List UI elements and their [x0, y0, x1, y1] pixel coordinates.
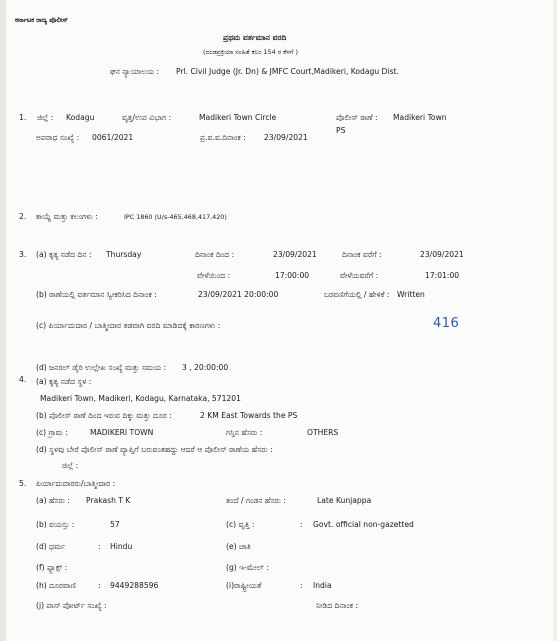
occurrence-day-label: (a) ಕೃತ್ಯ ನಡೆದ ದಿನ :: [36, 250, 92, 259]
email-label: (g) ಇ-ಮೇಲ್ :: [226, 563, 269, 572]
caste-label: (e) ಜಾತಿ: [226, 542, 251, 551]
phone-value: 9449288596: [110, 581, 159, 590]
fax-label: (f) ಫ್ಯಾಕ್ಸ್ :: [36, 563, 68, 572]
nationality-label: (i)ರಾಷ್ಟ್ರೀಯತೆ: [226, 581, 262, 590]
crime-number-label: ಅಪರಾಧ ಸಂಖ್ಯೆ :: [36, 133, 80, 142]
circle-label: ವೃತ್ತ/ಉಪ ವಿಭಾಗ :: [122, 113, 172, 122]
police-station-value-cont: PS: [336, 126, 346, 135]
religion-label: (d) ಧರ್ಮ: [36, 542, 66, 551]
religion-value: Hindu: [110, 542, 133, 551]
gd-reference-label: (d) ಜನರಲ್ ಡೈರಿ ಉಲ್ಲೇಖ ಸಂಖ್ಯೆ ಮತ್ತು ಸಮಯ :: [36, 363, 167, 372]
phone-label: (h) ದೂರವಾಣಿ: [36, 581, 76, 590]
place-label: (a) ಕೃತ್ಯ ನಡೆದ ಸ್ಥಳ :: [36, 377, 92, 386]
acts-value: IPC 1860 (U/s-465,468,417,420): [124, 213, 227, 221]
s1-number: 1.: [19, 113, 27, 122]
direction-value: 2 KM East Towards the PS: [200, 411, 298, 420]
scan-right-edge: [553, 0, 557, 641]
religion-colon: :: [98, 542, 101, 551]
crime-number-value: 0061/2021: [92, 133, 134, 142]
from-time-value: 17:00:00: [275, 271, 310, 280]
fir-date-value: 23/09/2021: [264, 133, 308, 142]
to-date-value: 23/09/2021: [420, 250, 464, 259]
acts-label: ಕಾಯ್ದೆ ಮತ್ತು ಕಲಂಗಳು :: [36, 212, 98, 221]
gd-reference-value: 3 , 20:00:00: [182, 363, 229, 372]
nationality-value: India: [313, 581, 332, 590]
district-label: ಜಿಲ್ಲೆ :: [37, 113, 54, 122]
age-value: 57: [110, 520, 120, 529]
name-label: (a) ಹೆಸರು :: [36, 496, 70, 505]
occupation-value: Govt. official non-gazetted: [313, 520, 414, 529]
s5-number: 5.: [19, 479, 27, 488]
direction-label: (b) ಪೊಲೀಸ್ ಠಾಣೆ ದಿಂದ ಇರುವ ದಿಕ್ಕು ಮತ್ತು ದೂರ :: [36, 411, 172, 420]
other-ps-label: (d) ಸ್ಥಳವು ಬೇರೆ ಪೊಲೀಸ್ ಠಾಣೆ ವ್ಯಾಪ್ತಿಗೆ ಬರುವಂತಹದ್ದು ಆದರೆ ಆ ಪೊಲೀಸ್ ಠಾಣೆಯ ಹೆಸರು :: [36, 445, 273, 454]
header-org: ಕರ್ನಾಟಕ ರಾಜ್ಯ ಪೊಲೀಸ್: [15, 16, 68, 24]
info-type-label: ಬರವಣಿಗೆಯಲ್ಲಿ / ಹೇಳಿಕೆ :: [324, 290, 390, 299]
police-station-label: ಪೊಲೀಸ್ ಠಾಣೆ :: [336, 113, 378, 122]
court-label: ಘನ ನ್ಯಾಯಾಲಯ :: [110, 67, 160, 76]
from-date-value: 23/09/2021: [273, 250, 317, 259]
complainant-label: ಪಿರ್ಯಾದುದಾರರು/ಬಾತ್ಮೀದಾರ :: [36, 479, 116, 488]
place-value: Madikeri Town, Madikeri, Kodagu, Karnataka, 571201: [40, 394, 241, 403]
police-station-value: Madikeri Town: [393, 113, 447, 122]
info-received-value: 23/09/2021 20:00:00: [198, 290, 279, 299]
father-label: ತಂದೆ / ಗಂಡನ ಹೆಸರು :: [226, 496, 286, 505]
s4-number: 4.: [19, 375, 27, 384]
info-type-value: Written: [397, 290, 425, 299]
passport-label: (j) ಪಾಸ್ ಪೋರ್ಟ್ ಸಂಖ್ಯೆ :: [36, 601, 107, 610]
info-received-label: (b) ಠಾಣೆಯಲ್ಲಿ ವರ್ತಮಾನ ಸ್ವೀಕರಿಸಿದ ದಿನಾಂಕ :: [36, 290, 157, 299]
occurrence-day-value: Thursday: [106, 250, 142, 259]
district-value: Kodagu: [66, 113, 95, 122]
occupation-label: (c) ವೃತ್ತಿ :: [226, 520, 255, 529]
from-time-label: ವೇಳೆಯಿಂದ :: [197, 271, 231, 280]
scan-left-edge: [0, 0, 6, 641]
age-label: (b) ವಯಸ್ಸು :: [36, 520, 75, 529]
phone-colon: :: [98, 581, 101, 590]
from-date-label: ದಿನಾಂಕ ದಿಂದ :: [195, 250, 235, 259]
occupation-colon: :: [300, 520, 303, 529]
beat-value: OTHERS: [307, 428, 339, 437]
court-value: Prl. Civil Judge (Jr. Dn) & JMFC Court,Madikeri, Kodagu Dist.: [176, 67, 399, 76]
nationality-colon: :: [300, 581, 303, 590]
to-date-label: ದಿನಾಂಕ ವರೆಗೆ :: [342, 250, 382, 259]
circle-value: Madikeri Town Circle: [199, 113, 277, 122]
handwritten-number: 416: [433, 316, 460, 331]
s2-number: 2.: [19, 212, 27, 221]
to-time-label: ವೇಳೆಯವರೆಗೆ :: [340, 271, 379, 280]
beat-label: ಗಸ್ತಿನ ಹೆಸರು :: [226, 428, 263, 437]
s3-number: 3.: [19, 250, 27, 259]
name-value: Prakash T K: [86, 496, 131, 505]
fir-date-label: ಪ್ರ.ವ.ವ.ದಿನಾಂಕ :: [200, 133, 246, 142]
header-title: ಪ್ರಥಮ ವರ್ತಮಾನ ವರದಿ: [223, 33, 287, 42]
to-time-value: 17:01:00: [425, 271, 460, 280]
village-label: (c) ಗ್ರಾಮ :: [36, 428, 68, 437]
village-value: MADIKERI TOWN: [90, 428, 154, 437]
other-district-label: ಜಿಲ್ಲೆ :: [62, 461, 79, 470]
delay-reason-label: (c) ಪಿರ್ಯಾದುದಾರ / ಬಾತ್ಮೀದಾರ ತಡವಾಗಿ ವರದಿ ಮಾಡಿದಕ್ಕೆ ಕಾರಣಗಳು :: [36, 321, 221, 330]
header-subtitle: (ದಂಡಪ್ರಕ್ರಿಯಾ ಸಂಹಿತೆ ಕಲಂ 154 ರ ಕೆಳಗೆ ): [203, 48, 298, 56]
father-value: Late Kunjappa: [317, 496, 372, 505]
issue-date-label: ನೀಡಿದ ದಿನಾಂಕ :: [316, 601, 359, 610]
